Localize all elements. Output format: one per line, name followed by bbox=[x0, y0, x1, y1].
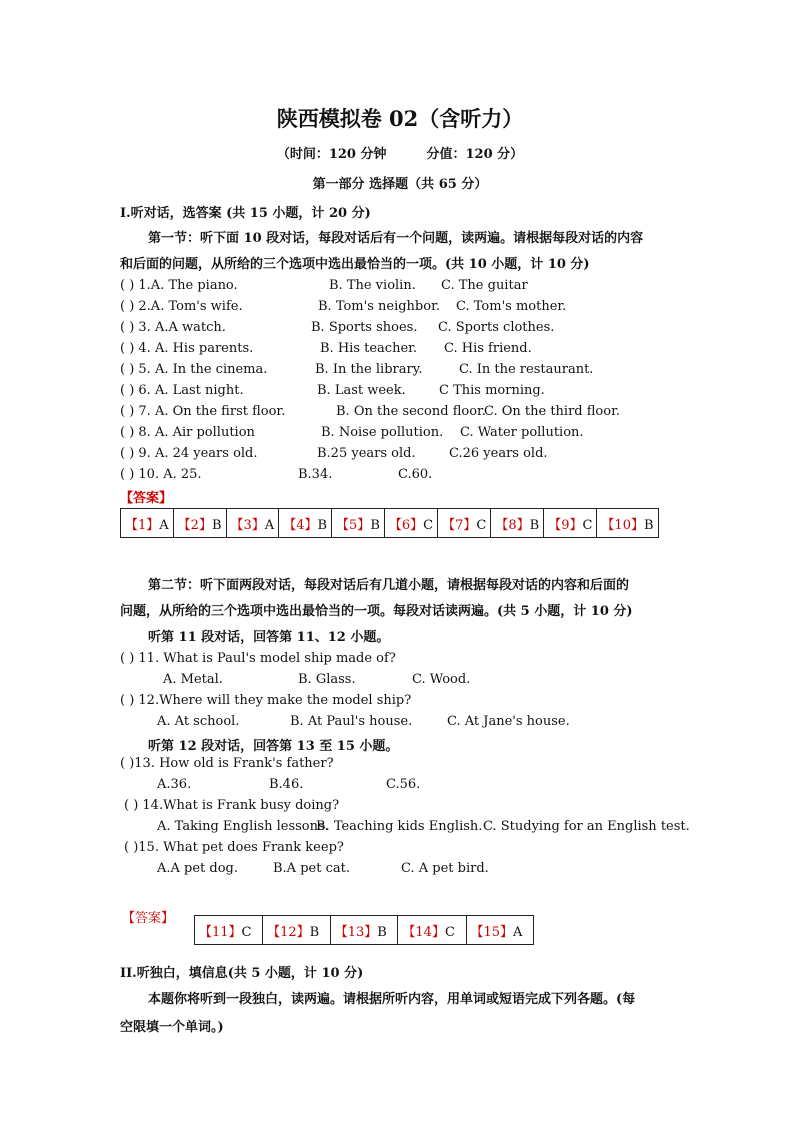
section-i-heading: I.听对话，选答案 (共 15 小题，计 20 分) bbox=[120, 206, 371, 221]
answer-cell bbox=[466, 916, 534, 945]
question-8-option-a: ( ) 8. A. Air pollution bbox=[120, 425, 255, 440]
q12-option-c: C. At Jane's house. bbox=[447, 714, 570, 729]
answer-value: B bbox=[529, 517, 540, 533]
answer-cell bbox=[544, 509, 597, 538]
q14-option-a: A. Taking English lessons. bbox=[157, 819, 329, 834]
answer-key: 【11】 bbox=[199, 924, 242, 940]
question-3-option-a: ( ) 3. A.A watch. bbox=[120, 320, 226, 335]
question-12: ( ) 12.Where will they make the model ship? bbox=[120, 693, 412, 708]
answer-cell bbox=[398, 916, 466, 945]
answer-cell bbox=[597, 509, 658, 538]
question-10-option-a: ( ) 10. A. 25. bbox=[120, 467, 202, 482]
question-10-option-c: C.60. bbox=[398, 467, 433, 482]
section-ii-intro-line2: 空限填一个单词。) bbox=[120, 1020, 224, 1035]
answer-value: C bbox=[582, 517, 593, 533]
exam-score: 分值：120 分） bbox=[426, 147, 524, 162]
answer-key: 【3】 bbox=[230, 517, 265, 533]
question-1-option-a: ( ) 1.A. The piano. bbox=[120, 278, 238, 293]
answer-key: 【2】 bbox=[177, 517, 212, 533]
q14-option-b: B. Teaching kids English. bbox=[316, 819, 483, 834]
answer-key: 【14】 bbox=[402, 924, 445, 940]
answer-value: B bbox=[309, 924, 320, 940]
section2-intro-line1: 第二节：听下面两段对话，每段对话后有几道小题，请根据每段对话的内容和后面的 bbox=[148, 578, 630, 593]
question-13: ( )13. How old is Frank's father? bbox=[120, 756, 334, 771]
answer-key: 【7】 bbox=[442, 517, 477, 533]
answer-key: 【10】 bbox=[601, 517, 644, 533]
answer-value: B bbox=[211, 517, 222, 533]
q15-option-a: A.A pet dog. bbox=[157, 861, 239, 876]
q11-option-b: B. Glass. bbox=[298, 672, 356, 687]
answer-key: 【6】 bbox=[388, 517, 424, 533]
answer-key: 【15】 bbox=[470, 924, 514, 940]
answer-label-1: 【答案】 bbox=[120, 491, 173, 506]
answer-cell bbox=[384, 509, 437, 538]
question-6-option-a: ( ) 6. A. Last night. bbox=[120, 383, 244, 398]
question-4-option-a: ( ) 4. A. His parents. bbox=[120, 341, 254, 356]
answer-key: 【12】 bbox=[267, 924, 310, 940]
question-8-option-c: C. Water pollution. bbox=[460, 425, 584, 440]
answer-value: C bbox=[444, 924, 455, 940]
question-11: ( ) 11. What is Paul's model ship made of? bbox=[120, 651, 396, 666]
q11-option-c: C. Wood. bbox=[412, 672, 471, 687]
q13-option-b: B.46. bbox=[269, 777, 304, 792]
q11-option-a: A. Metal. bbox=[163, 672, 223, 687]
answer-key: 【1】 bbox=[125, 517, 160, 533]
question-2-option-a: ( ) 2.A. Tom's wife. bbox=[120, 299, 243, 314]
answer-value: B bbox=[317, 517, 328, 533]
question-3-option-c: C. Sports clothes. bbox=[438, 320, 555, 335]
question-2-option-b: B. Tom's neighbor. bbox=[318, 299, 440, 314]
answer-table-2 bbox=[194, 915, 534, 945]
question-2-option-c: C. Tom's mother. bbox=[456, 299, 567, 314]
answer-key: 【5】 bbox=[336, 517, 371, 533]
section1-intro-line2: 和后面的问题，从所给的三个选项中选出最恰当的一项。(共 10 小题，计 10 分) bbox=[120, 257, 590, 272]
answer-cell bbox=[263, 916, 331, 945]
answer-row bbox=[195, 916, 534, 945]
question-14: ( ) 14.What is Frank busy doing? bbox=[124, 798, 340, 813]
section-ii-intro-line1: 本题你将听到一段独白，读两遍。请根据所听内容，用单词或短语完成下列各题。(每 bbox=[148, 992, 636, 1007]
question-1-option-b: B. The violin. bbox=[329, 278, 416, 293]
exam-time: （时间：120 分钟 bbox=[276, 147, 387, 162]
question-15: ( )15. What pet does Frank keep? bbox=[124, 840, 344, 855]
question-7-option-b: B. On the second floor. bbox=[336, 404, 486, 419]
question-9-option-c: C.26 years old. bbox=[449, 446, 548, 461]
section-ii-heading: II.听独白，填信息(共 5 小题，计 10 分) bbox=[120, 966, 364, 981]
section1-intro-line1: 第一节：听下面 10 段对话，每段对话后有一个问题，读两遍。请根据每段对话的内容 bbox=[148, 231, 644, 246]
answer-cell bbox=[491, 509, 544, 538]
answer-cell bbox=[438, 509, 491, 538]
answer-key: 【13】 bbox=[334, 924, 378, 940]
exam-info bbox=[0, 143, 800, 162]
answer-cell bbox=[173, 509, 226, 538]
answer-cell bbox=[279, 509, 332, 538]
question-1-option-c: C. The guitar bbox=[441, 278, 528, 293]
question-8-option-b: B. Noise pollution. bbox=[321, 425, 444, 440]
question-5-option-b: B. In the library. bbox=[315, 362, 423, 377]
answer-value: B bbox=[370, 517, 380, 533]
q12-option-a: A. At school. bbox=[157, 714, 240, 729]
section2-intro-line2: 问题，从所给的三个选项中选出最恰当的一项。每段对话读两遍。(共 5 小题，计 10 分) bbox=[120, 604, 633, 619]
q15-option-c: C. A pet bird. bbox=[401, 861, 489, 876]
question-7-option-c: C. On the third floor. bbox=[484, 404, 620, 419]
answer-cell bbox=[121, 509, 174, 538]
q13-option-c: C.56. bbox=[386, 777, 421, 792]
answer-cell bbox=[226, 509, 279, 538]
answer-value: A bbox=[264, 517, 275, 533]
question-6-option-c: C This morning. bbox=[439, 383, 545, 398]
question-10-option-b: B.34. bbox=[298, 467, 333, 482]
q13-option-a: A.36. bbox=[157, 777, 192, 792]
answer-value: C bbox=[241, 924, 252, 940]
page-title: 陕西模拟卷 02（含听力） bbox=[276, 106, 524, 131]
dialog-12-heading: 听第 12 段对话，回答第 13 至 15 小题。 bbox=[148, 739, 399, 754]
answer-value: B bbox=[643, 517, 654, 533]
q15-option-b: B.A pet cat. bbox=[273, 861, 350, 876]
answer-label-2: 【答案】 bbox=[122, 911, 175, 926]
answer-key: 【8】 bbox=[495, 517, 530, 533]
question-9-option-b: B.25 years old. bbox=[317, 446, 416, 461]
answer-value: A bbox=[513, 924, 523, 940]
question-9-option-a: ( ) 9. A. 24 years old. bbox=[120, 446, 258, 461]
answer-row bbox=[121, 509, 659, 538]
q14-option-c: C. Studying for an English test. bbox=[483, 819, 690, 834]
dialog-11-heading: 听第 11 段对话，回答第 11、12 小题。 bbox=[148, 630, 390, 645]
q12-option-b: B. At Paul's house. bbox=[290, 714, 413, 729]
answer-cell bbox=[195, 916, 263, 945]
question-5-option-a: ( ) 5. A. In the cinema. bbox=[120, 362, 268, 377]
part-heading: 第一部分 选择题（共 65 分） bbox=[312, 177, 488, 192]
answer-key: 【9】 bbox=[548, 517, 583, 533]
answer-value: C bbox=[423, 517, 434, 533]
question-7-option-a: ( ) 7. A. On the first floor. bbox=[120, 404, 286, 419]
answer-value: B bbox=[377, 924, 387, 940]
question-4-option-b: B. His teacher. bbox=[320, 341, 418, 356]
answer-cell bbox=[332, 509, 385, 538]
answer-cell bbox=[330, 916, 398, 945]
answer-value: A bbox=[159, 517, 169, 533]
question-3-option-b: B. Sports shoes. bbox=[311, 320, 418, 335]
answer-key: 【4】 bbox=[283, 517, 318, 533]
question-4-option-c: C. His friend. bbox=[444, 341, 532, 356]
question-6-option-b: B. Last week. bbox=[317, 383, 406, 398]
answer-value: C bbox=[476, 517, 487, 533]
answer-table-1 bbox=[120, 508, 659, 538]
question-5-option-c: C. In the restaurant. bbox=[459, 362, 594, 377]
